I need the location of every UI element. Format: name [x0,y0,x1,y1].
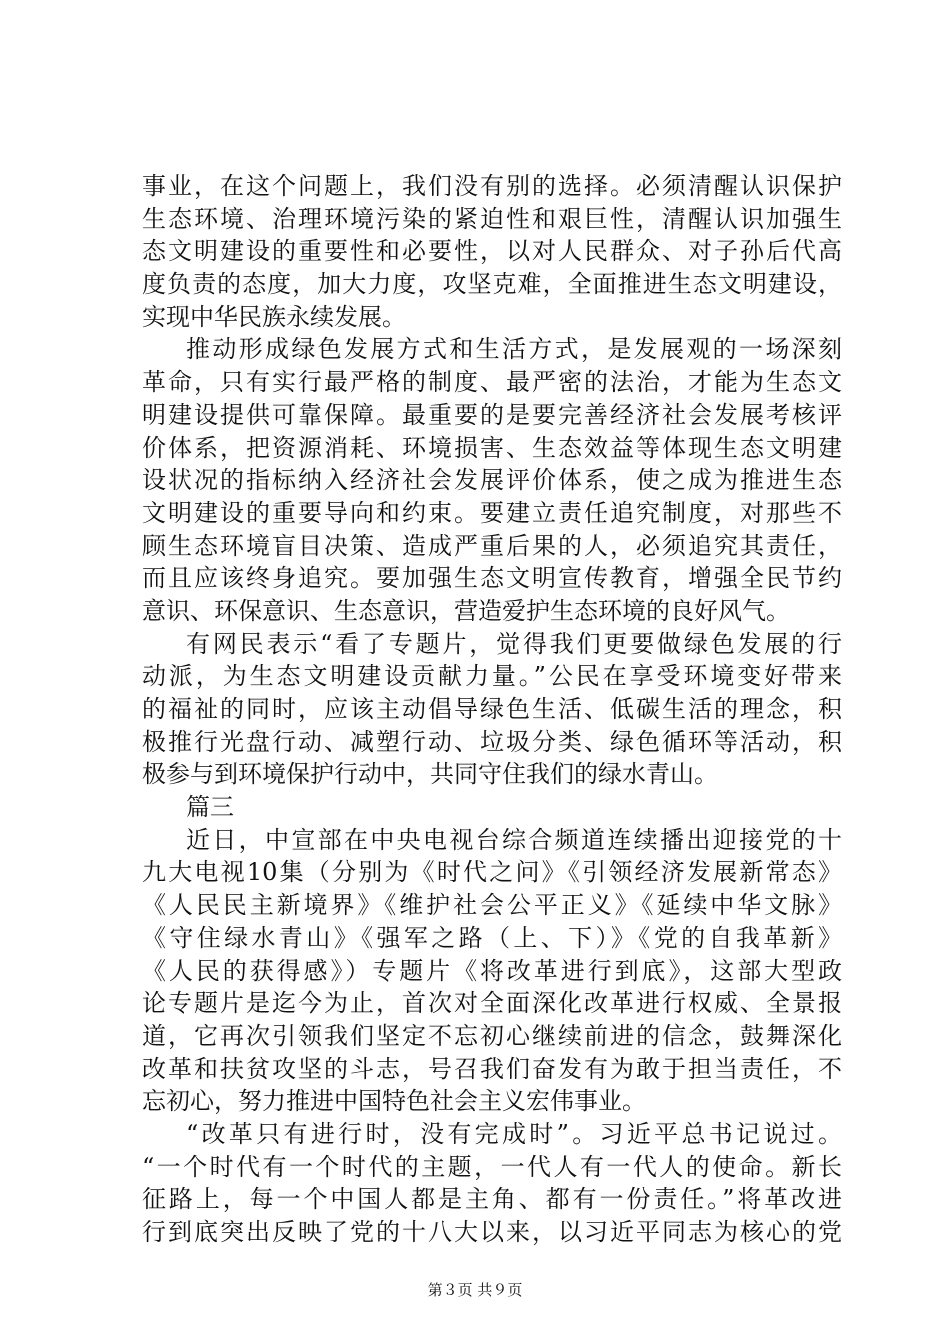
document-body [142,170,842,1249]
text-line: 极推行光盘行动、减塑行动、垃圾分类、绿色循环等活动，积 [142,727,842,756]
text-line: 态文明建设的重要性和必要性，以对人民群众、对子孙后代高 [142,237,842,266]
text-line: 的福祉的同时，应该主动倡导绿色生活、低碳生活的理念，积 [142,695,842,723]
text-line: 《人民民主新境界》《维护社会公平正义》《延续中华文脉》 [142,891,842,920]
text-line: 论专题片是迄今为止，首次对全面深化改革进行权威、全景报 [142,989,842,1018]
text-line: 征路上，每一个中国人都是主角、都有一份责任。”将革改进 [142,1185,842,1214]
text-line: 推动形成绿色发展方式和生活方式，是发展观的一场深刻 [186,335,842,364]
text-line: 实现中华民族永续发展。 [142,302,406,331]
text-line: 忘初心，努力推进中国特色社会主义宏伟事业。 [142,1087,646,1116]
text-line: 改革和扶贫攻坚的斗志，号召我们奋发有为敢于担当责任，不 [142,1054,842,1083]
text-line: 《守住绿水青山》《强军之路（上、下）》《党的自我革新》 [142,923,842,952]
text-line: 度负责的态度，加大力度，攻坚克难，全面推进生态文明建设， [142,270,842,299]
text-line: “一个时代有一个时代的主题，一代人有一代人的使命。新长 [142,1152,842,1181]
text-line: 生态环境、治理环境污染的紧迫性和艰巨性，清醒认识加强生 [142,204,842,233]
text-line: “改革只有进行时，没有完成时”。习近平总书记说过。 [186,1119,842,1148]
text-line: 近日，中宣部在中央电视台综合频道连续播出迎接党的十 [186,825,842,854]
text-line: 《人民的获得感》）专题片《将改革进行到底》，这部大型政 [142,956,842,985]
page-number-footer: 第３页 共９页 [427,1281,523,1299]
text-line: 意识、环保意识、生态意识，营造爱护生态环境的良好风气。 [142,596,790,625]
text-line: 事业，在这个问题上，我们没有别的选择。必须清醒认识保护 [142,172,842,200]
text-line: 明建设提供可靠保障。最重要的是要完善经济社会发展考核评 [142,400,842,429]
text-line: 九大电视10集（分别为《时代之问》《引领经济发展新常态》 [142,858,842,887]
text-line: 极参与到环境保护行动中，共同守住我们的绿水青山。 [142,760,718,789]
text-line: 有网民表示“看了专题片，觉得我们更要做绿色发展的行 [186,629,842,658]
section-heading: 篇三 [186,793,234,822]
text-line: 设状况的指标纳入经济社会发展评价体系，使之成为推进生态 [142,466,842,495]
text-line: 价体系，把资源消耗、环境损害、生态效益等体现生态文明建 [142,433,842,462]
text-line: 而且应该终身追究。要加强生态文明宣传教育，增强全民节约 [142,564,842,593]
text-line: 顾生态环境盲目决策、造成严重后果的人，必须追究其责任， [142,531,842,560]
text-line: 文明建设的重要导向和约束。要建立责任追究制度，对那些不 [142,498,842,527]
text-line: 动派，为生态文明建设贡献力量。”公民在享受环境变好带来 [142,662,842,691]
text-line: 行到底突出反映了党的十八大以来，以习近平同志为核心的党 [142,1218,842,1246]
text-line: 道，它再次引领我们坚定不忘初心继续前进的信念，鼓舞深化 [142,1021,842,1050]
text-line: 革命，只有实行最严格的制度、最严密的法治，才能为生态文 [142,368,842,397]
